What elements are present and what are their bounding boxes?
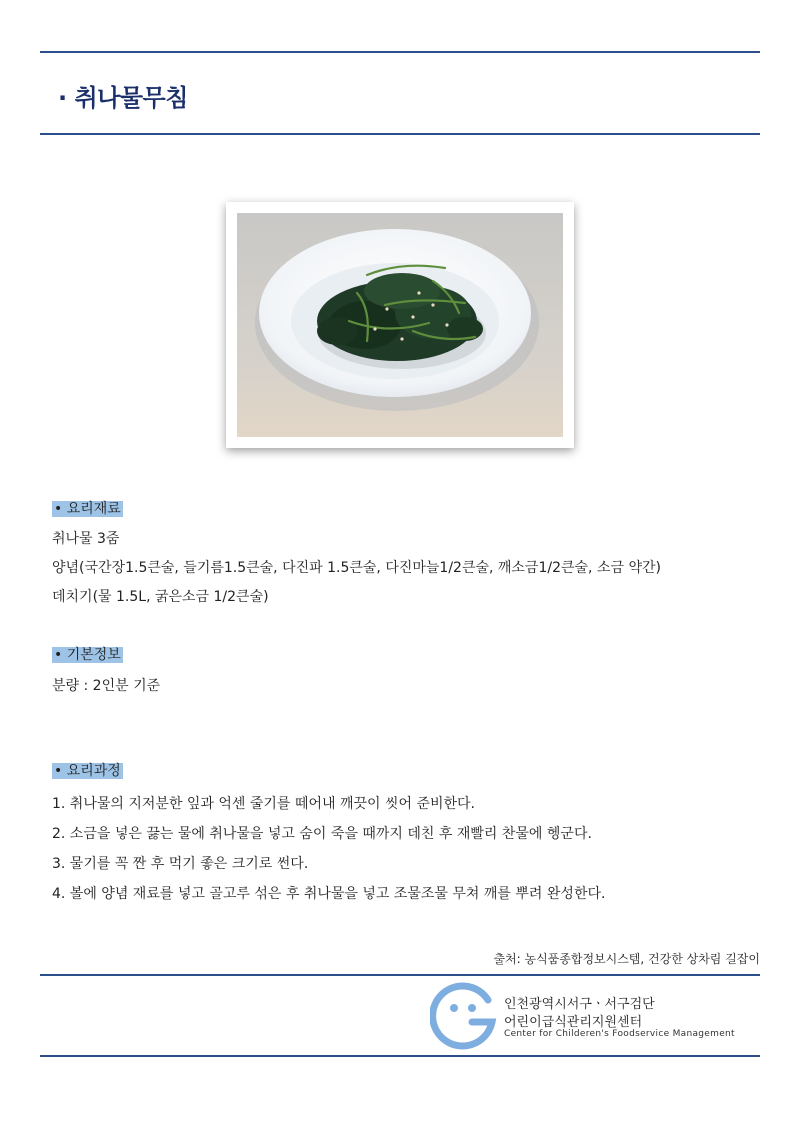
basic-info-line: 분량 : 2인분 기준: [52, 678, 161, 694]
org-name-line1: 인천광역시서구ㆍ서구검단: [504, 997, 655, 1012]
ingredient-line: 데치기(물 1.5L, 굵은소금 1/2큰술): [52, 589, 269, 605]
source-note: 출처: 농식품종합정보시스템, 건강한 상차림 길잡이: [493, 952, 760, 966]
ingredient-line: 취나물 3줌: [52, 531, 120, 547]
org-name-english: Center for Childeren's Foodservice Management: [504, 1029, 735, 1039]
process-heading-text: 요리과정: [66, 763, 121, 779]
top-rule: [40, 51, 760, 53]
ingredient-line: 양념(국간장1.5큰술, 들기름1.5큰술, 다진파 1.5큰술, 다진마늘1/2큰술, 깨소금1/2큰술, 소금 약간): [52, 560, 661, 576]
center-logo: [430, 982, 498, 1050]
org-name-line2: 어린이급식관리지원센터: [504, 1015, 643, 1030]
page-title: · 취나물무침: [58, 84, 188, 112]
ingredients-heading: • 요리재료: [54, 501, 121, 517]
process-step: 2. 소금을 넣은 끓는 물에 취나물을 넣고 숨이 죽을 때까지 데친 후 재빨리 찬물에 헹군다.: [52, 826, 592, 842]
ingredients-heading-text: 요리재료: [66, 501, 121, 517]
process-step: 4. 볼에 양념 재료를 넣고 골고루 섞은 후 취나물을 넣고 조물조물 무쳐 깨를 뿌려 완성한다.: [52, 886, 606, 902]
process-step: 3. 물기를 꼭 짠 후 먹기 좋은 크기로 썬다.: [52, 856, 309, 872]
dish-photo: [226, 202, 574, 448]
footer-top-rule: [40, 974, 760, 976]
process-heading: • 요리과정: [54, 763, 121, 779]
namul-plate-image: [237, 213, 563, 437]
basic-info-heading-text: 기본정보: [66, 647, 121, 663]
footer-bottom-rule: [40, 1055, 760, 1057]
title-rule: [40, 133, 760, 135]
basic-info-heading: • 기본정보: [54, 647, 121, 663]
process-step: 1. 취나물의 지저분한 잎과 억센 줄기를 떼어내 깨끗이 씻어 준비한다.: [52, 796, 476, 812]
